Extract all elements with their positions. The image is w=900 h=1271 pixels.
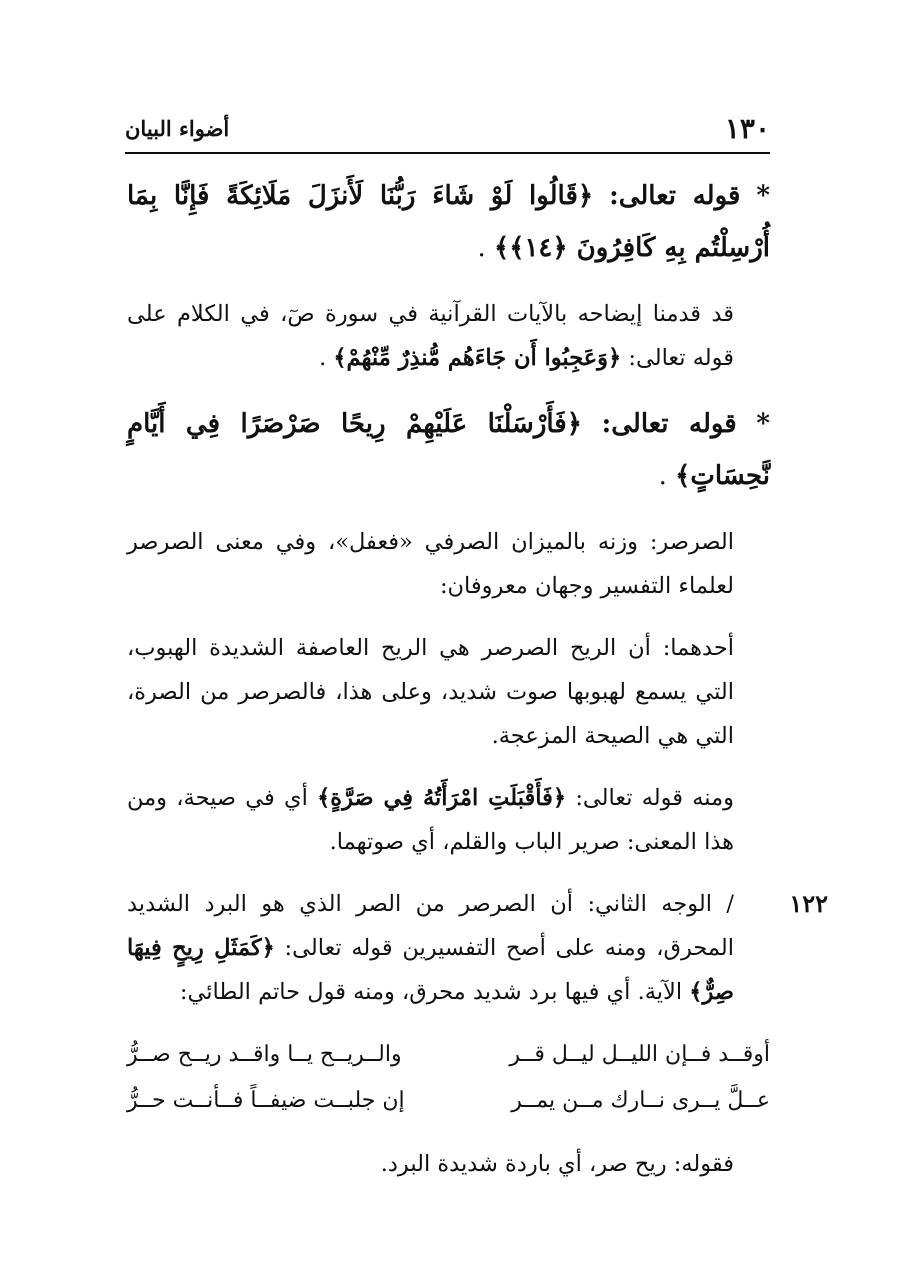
page-header: [125, 112, 770, 154]
paragraph-text: الآية. أي فيها برد شديد محرق، ومنه قول حاتم الطائي:: [179, 979, 683, 1005]
paragraph-3: أحدهما: أن الريح الصرصر هي الريح العاصفة الشديدة الهبوب، التي يسمع لهبوبها صوت شديد، وعلى هذا، فالصرصر من الصرة، التي هي الصيحة المزعجة.: [127, 635, 734, 749]
paragraph-text: ومنه قوله تعالى:: [575, 785, 735, 811]
paragraph-5-wrapper: [127, 882, 828, 1014]
quran-verse: ﴿قَالُوا لَوْ شَاءَ رَبُّنَا لَأَنزَلَ مَلَائِكَةً فَإِنَّا بِمَا أُرْسِلْتُم بِهِ كَافِرُونَ ﴿١٤﴾﴾: [127, 181, 770, 263]
paragraph-4: [127, 776, 770, 864]
period: .: [477, 233, 486, 263]
paragraph-text: قد قدمنا إيضاحه بالآيات القرآنية في سورة صٓ، في الكلام على قوله تعالى:: [127, 301, 734, 371]
paragraph-6: فقوله: ريح صر، أي باردة شديدة البرد.: [380, 1151, 734, 1177]
quran-verse: ﴿وَعَجِبُوا أَن جَاءَهُم مُّنذِرٌ مِّنْهُمْ﴾: [333, 345, 622, 371]
section-star: *: [756, 409, 771, 439]
paragraph-1: [127, 292, 770, 380]
poem: [127, 1032, 770, 1124]
page-body: [127, 170, 828, 1204]
poem-hemistich-second: والــريــح يــا واقــد ريــح صــرُّ: [127, 1042, 402, 1067]
section-heading-2: [127, 398, 770, 502]
poem-verse: [127, 1078, 770, 1124]
poem-hemistich-first: عــلَّ يــرى نــارك مــن يمــر: [511, 1088, 770, 1113]
poem-verse: [127, 1032, 770, 1078]
paragraph-5: [127, 882, 770, 1014]
page-number: ١٣٠: [724, 112, 770, 145]
quran-verse: ﴿فَأَرْسَلْنَا عَلَيْهِمْ رِيحًا صَرْصَرًا فِي أَيَّامٍ نَّحِسَاتٍ﴾: [127, 409, 770, 491]
section-label: قوله تعالى:: [601, 409, 737, 439]
paragraph-text: / الوجه الثاني: أن الصرصر من الصر الذي هو البرد الشديد المحرق، ومنه على أصح التفسيرين قوله تعالى:: [127, 891, 734, 961]
running-title: أضواء البيان: [125, 116, 230, 141]
section-heading-1: [127, 170, 770, 274]
margin-page-number: ١٢٢: [789, 889, 828, 918]
quran-verse: ﴿فَأَقْبَلَتِ امْرَأَتُهُ فِي صَرَّةٍ﴾: [317, 785, 567, 811]
paragraph-text: أي في صيحة، ومن هذا المعنى: صرير الباب والقلم، أي صوتهما.: [127, 785, 734, 855]
paragraph-2: الصرصر: وزنه بالميزان الصرفي «فعفل»، وفي معنى الصرصر لعلماء التفسير وجهان معروفان:: [127, 529, 734, 599]
quran-verse: ﴿كَمَثَلِ رِيحٍ فِيهَا صِرٌّ﴾: [127, 935, 734, 1005]
period: .: [319, 345, 327, 371]
poem-hemistich-second: إن جلبــت ضيفــاً فــأنــت حــرُّ: [127, 1088, 405, 1113]
period: .: [658, 461, 667, 491]
poem-hemistich-first: أوقــد فــإن الليــل ليــل قــر: [509, 1042, 770, 1067]
section-star: *: [756, 181, 771, 211]
section-label: قوله تعالى:: [609, 181, 741, 211]
